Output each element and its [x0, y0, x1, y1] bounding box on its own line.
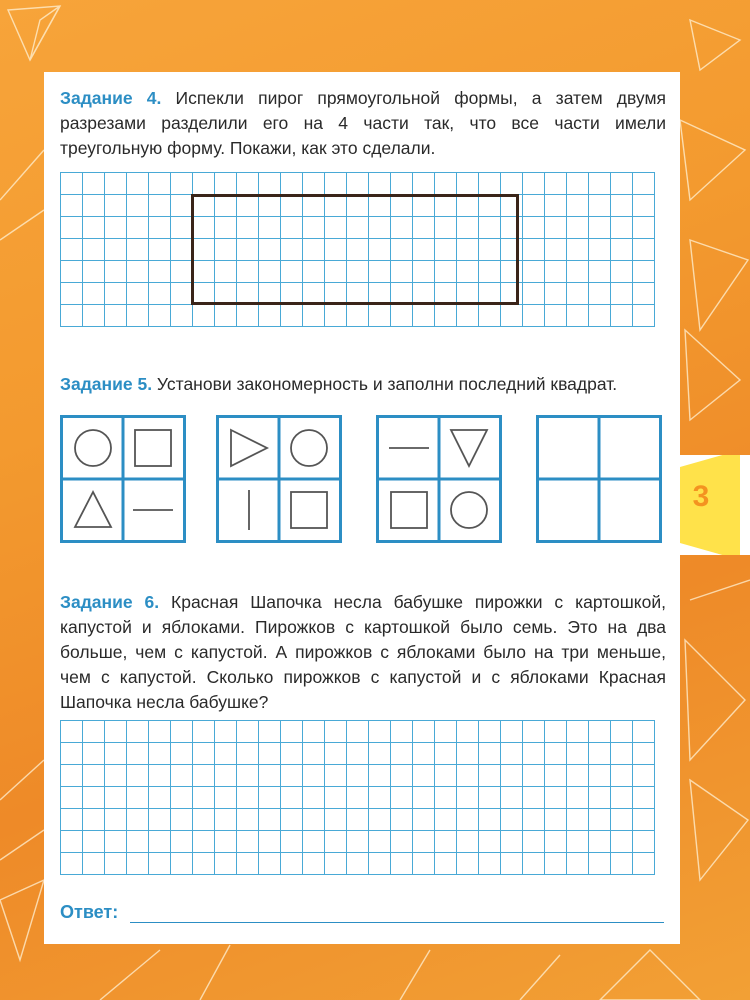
task-6-label: Задание 6.: [60, 592, 160, 612]
circle-icon: [291, 430, 327, 466]
pattern-square-1: [60, 415, 186, 543]
triangle-up-icon: [75, 492, 111, 527]
cake-rectangle: [191, 194, 519, 305]
task-5-text: Установи закономерность и заполни последний квадрат.: [152, 374, 618, 394]
page-number: 3: [692, 480, 710, 513]
task-4-label: Задание 4.: [60, 88, 162, 108]
square-icon: [135, 430, 171, 466]
square-icon: [291, 492, 327, 528]
answer-line[interactable]: [130, 922, 664, 923]
task-4: [60, 86, 666, 161]
triangle-down-icon: [451, 430, 487, 466]
pattern-square-empty[interactable]: [536, 415, 662, 543]
answer-label: Ответ:: [60, 902, 119, 922]
pattern-square-2: [216, 415, 342, 543]
task-4-text: Испекли пирог прямоугольной формы, а затем двумя разрезами разделили его на 4 части так, что все части имели треугольную форму. Покажи, как это сделали.: [60, 88, 666, 158]
pattern-square-3: [376, 415, 502, 543]
task-5-label: Задание 5.: [60, 374, 153, 394]
circle-icon: [451, 492, 487, 528]
circle-icon: [75, 430, 111, 466]
square-icon: [391, 492, 427, 528]
triangle-right-icon: [231, 430, 267, 466]
task-6-text: Красная Шапочка несла бабушке пирожки с картошкой, капустой и яблоками. Пирожков с картошкой было семь. Это на два больше, чем с капустой. А пирожков с яблоками было на три меньше, чем с капустой. Сколько пирожков с капустой и с яблоками Красная Шапочка несла бабушке?: [60, 592, 667, 712]
task-6-grid[interactable]: [60, 720, 655, 875]
task-6: [60, 590, 666, 715]
task-5: [60, 372, 666, 397]
worksheet-panel: [44, 72, 680, 944]
